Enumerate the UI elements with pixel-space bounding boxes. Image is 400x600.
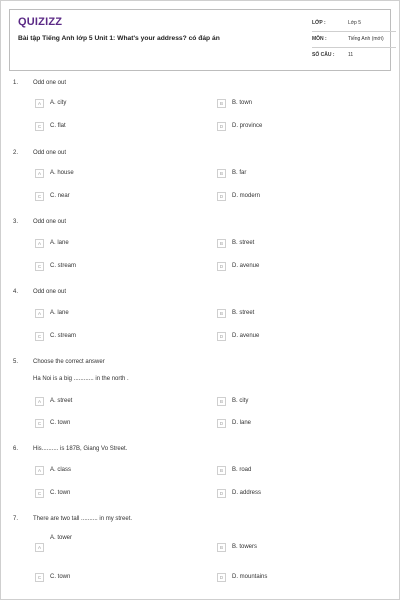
option-letter-box: B <box>217 466 226 475</box>
question-prompt: His.......... is 187B, Giang Vo Street. <box>33 446 128 452</box>
option-text: C. flat <box>50 123 66 129</box>
option-text: B. towers <box>232 544 258 550</box>
option-text: A. city <box>50 100 67 106</box>
option-text: C. town <box>50 490 71 496</box>
option-text: D. mountains <box>232 574 268 580</box>
option-text: C. town <box>50 420 71 426</box>
question-prompt: Odd one out <box>33 289 67 295</box>
option-text: C. near <box>50 193 70 199</box>
option-letter-box: A <box>35 466 44 475</box>
question-number: 2. <box>13 150 19 156</box>
meta-row-grade <box>312 16 396 32</box>
option-text: D. address <box>232 490 262 496</box>
meta-label: LỚP : <box>312 20 326 26</box>
question-number: 3. <box>13 219 19 225</box>
option-letter-box: B <box>217 239 226 248</box>
question-number: 4. <box>13 289 19 295</box>
worksheet-title: Bài tập Tiếng Anh lớp 5 Unit 1: What's your address? có đáp án <box>18 35 220 42</box>
option-text: B. city <box>232 398 249 404</box>
option-letter-box: C <box>35 262 44 271</box>
option-text: A. lane <box>50 310 69 316</box>
option-text: D. lane <box>232 420 252 426</box>
option-text: B. far <box>232 170 247 176</box>
option-text: B. street <box>232 310 255 316</box>
option-letter-box: C <box>35 192 44 201</box>
question-sentence: Ha Noi is a big ............ in the north . <box>33 376 129 382</box>
option-letter-box: B <box>217 99 226 108</box>
option-letter-box: A <box>35 543 44 552</box>
option-text: A. lane <box>50 240 69 246</box>
meta-value: 11 <box>348 52 354 58</box>
option-text: C. stream <box>50 263 77 269</box>
option-letter-box: D <box>217 192 226 201</box>
quizizz-logo: QUIZIZZ <box>18 16 63 28</box>
meta-label: MÔN : <box>312 36 327 42</box>
option-letter-box: D <box>217 419 226 428</box>
option-text: B. street <box>232 240 255 246</box>
meta-row-count <box>312 48 396 64</box>
option-letter-box: D <box>217 122 226 131</box>
option-text: A. class <box>50 467 72 473</box>
option-text: A. street <box>50 398 73 404</box>
question-prompt: Choose the correct answer <box>33 359 105 365</box>
option-text: D. modern <box>232 193 261 199</box>
option-text: A. house <box>50 170 74 176</box>
option-text: D. province <box>232 123 263 129</box>
option-letter-box: D <box>217 489 226 498</box>
option-letter-box: A <box>35 397 44 406</box>
option-letter-box: D <box>217 332 226 341</box>
question-number: 1. <box>13 80 19 86</box>
option-letter-box: B <box>217 543 226 552</box>
question-prompt: Odd one out <box>33 150 67 156</box>
question-prompt: There are two tall .......... in my street. <box>33 516 133 522</box>
question-prompt: Odd one out <box>33 80 67 86</box>
option-text: B. town <box>232 100 253 106</box>
option-letter-box: B <box>217 309 226 318</box>
option-text: D. avenue <box>232 333 260 339</box>
option-letter-box: C <box>35 332 44 341</box>
option-letter-box: C <box>35 573 44 582</box>
meta-value: Lớp 5 <box>348 20 362 26</box>
option-text: C. town <box>50 574 71 580</box>
option-letter-box: A <box>35 169 44 178</box>
question-number: 6. <box>13 446 19 452</box>
option-text: D. avenue <box>232 263 260 269</box>
option-letter-box: A <box>35 309 44 318</box>
option-text: B. road <box>232 467 252 473</box>
option-text: C. stream <box>50 333 77 339</box>
option-letter-box: D <box>217 573 226 582</box>
option-letter-box: A <box>35 239 44 248</box>
meta-label: SỐ CÂU : <box>312 52 335 58</box>
option-letter-box: D <box>217 262 226 271</box>
option-letter-box: C <box>35 419 44 428</box>
question-prompt: Odd one out <box>33 219 67 225</box>
option-letter-box: C <box>35 489 44 498</box>
worksheet-meta <box>312 16 396 64</box>
worksheet-header <box>9 9 391 71</box>
option-letter-box: B <box>217 397 226 406</box>
question-number: 7. <box>13 516 19 522</box>
meta-row-subject <box>312 32 396 48</box>
question-number: 5. <box>13 359 19 365</box>
meta-value: Tiếng Anh (mới) <box>348 36 384 42</box>
option-letter-box: B <box>217 169 226 178</box>
option-text: A. tower <box>50 535 73 541</box>
option-letter-box: C <box>35 122 44 131</box>
option-letter-box: A <box>35 99 44 108</box>
